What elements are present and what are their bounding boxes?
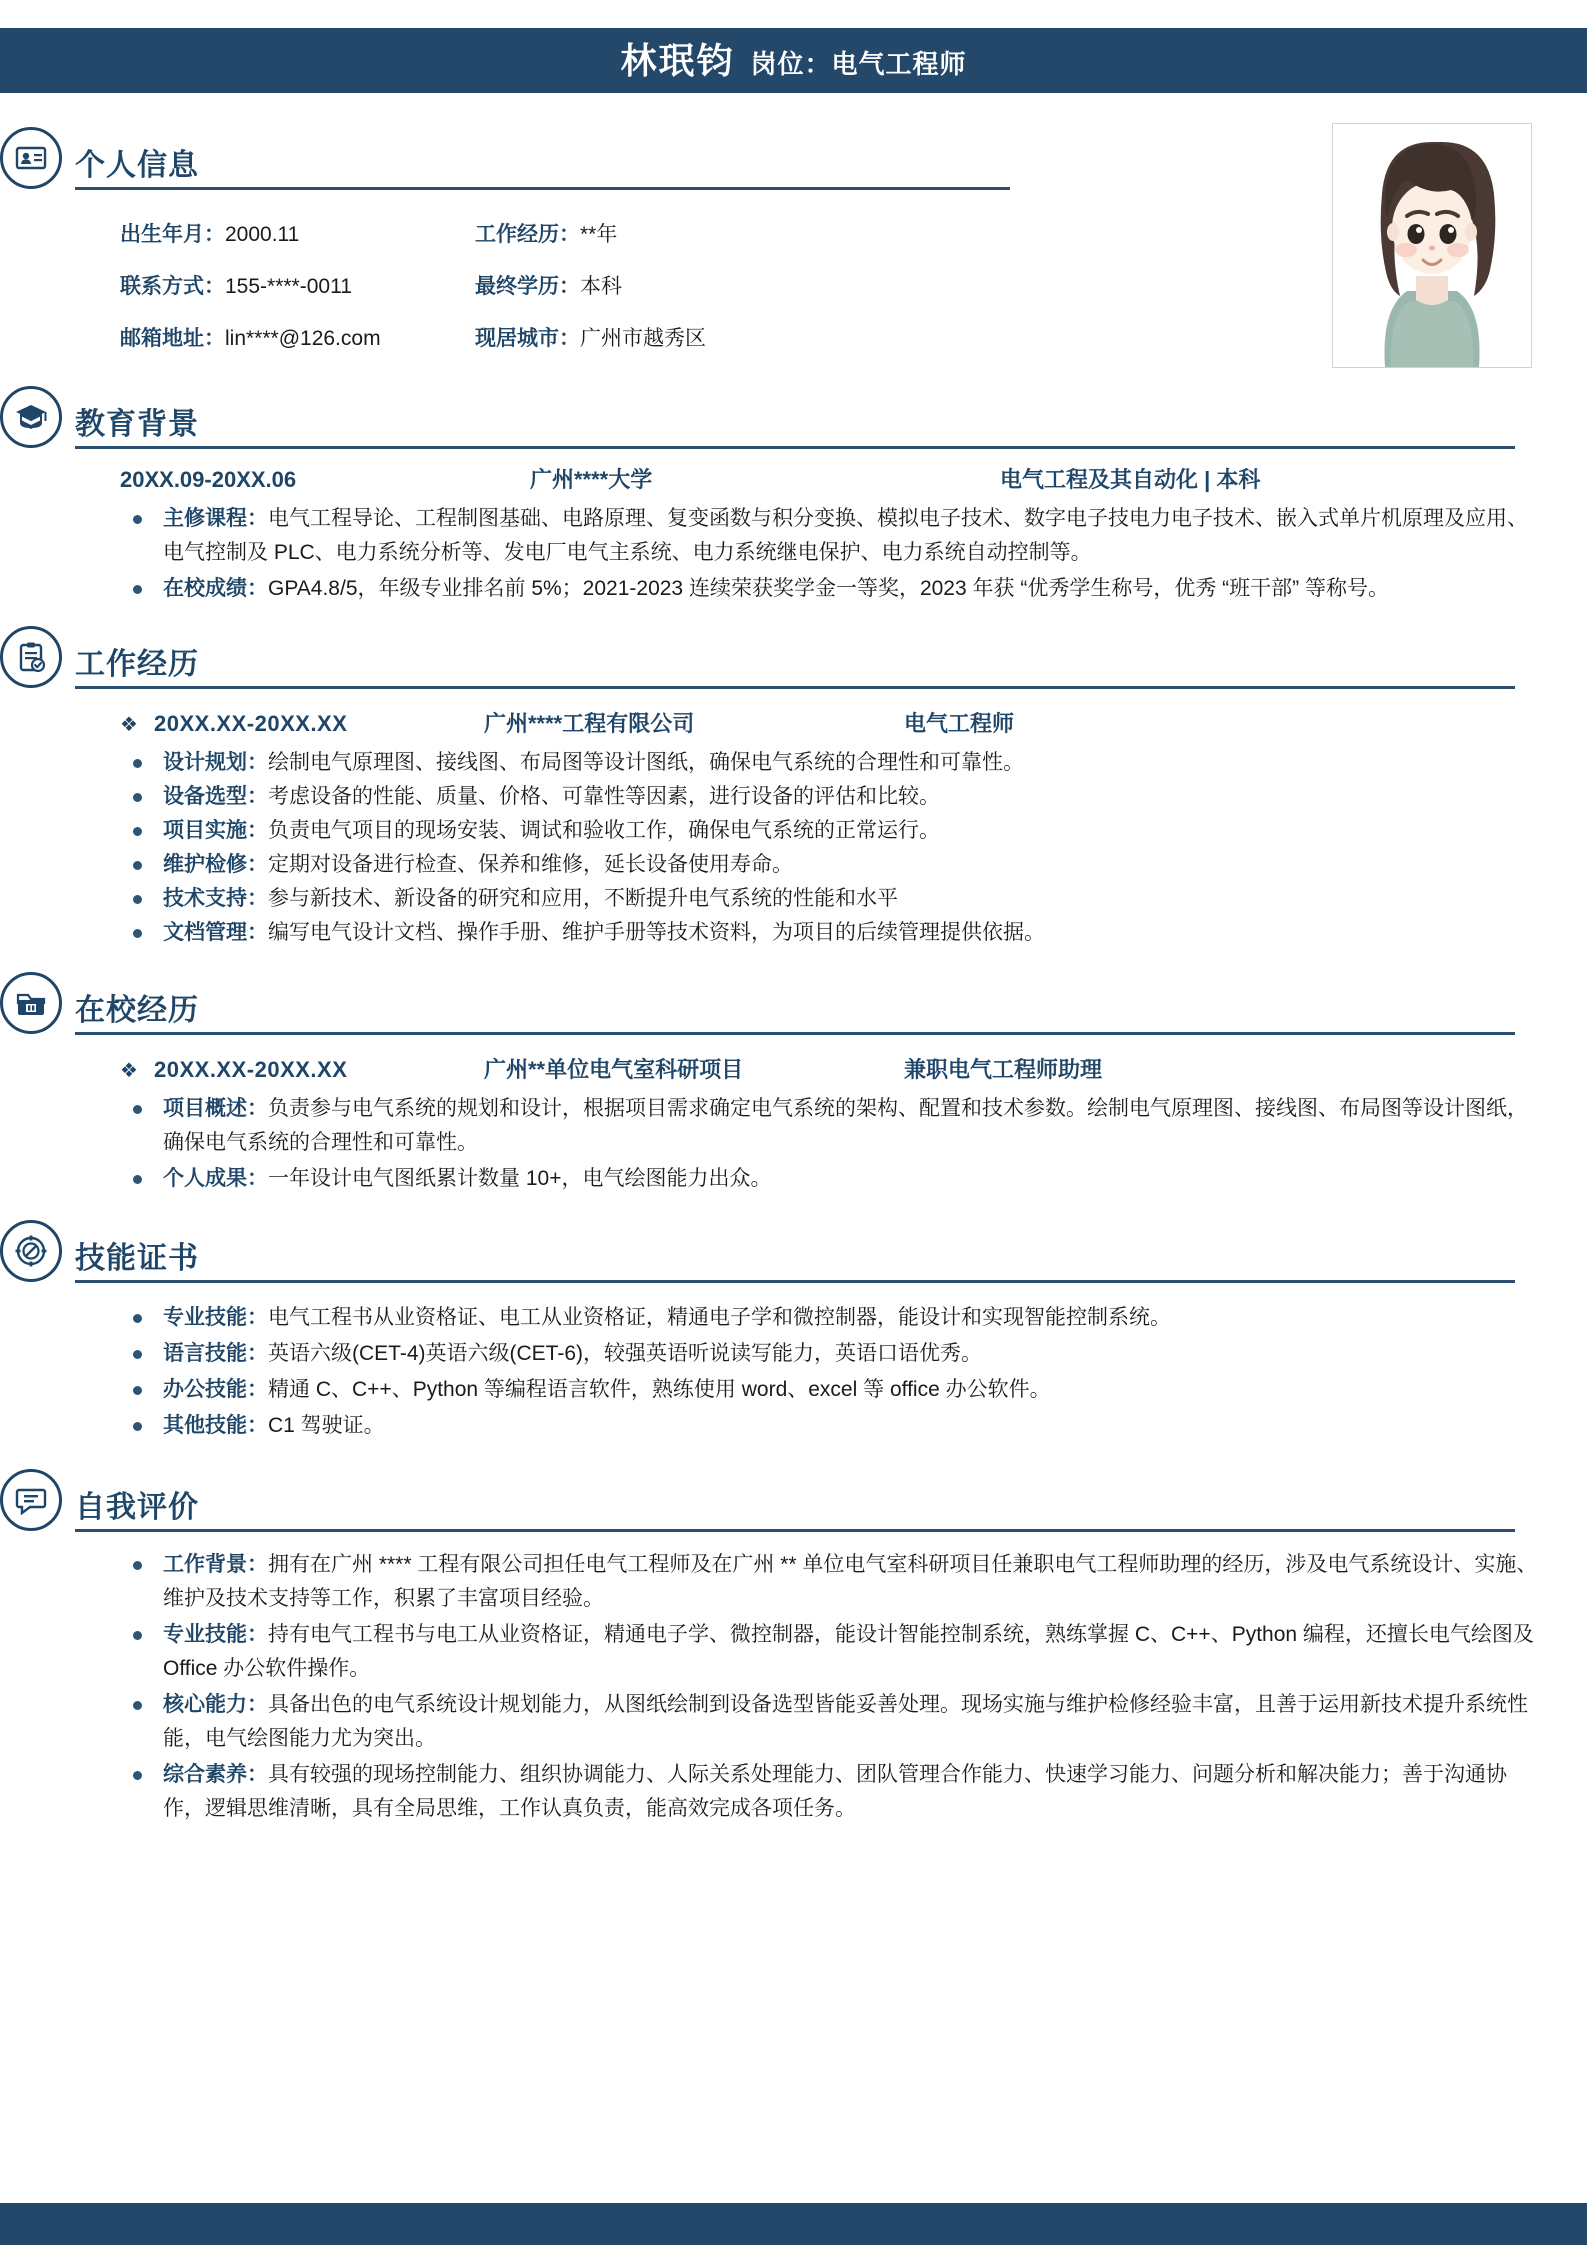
- bullet-key: 办公技能：: [163, 1378, 268, 1402]
- list-item: [75, 1301, 1545, 1335]
- bullet-key: 个人成果：: [163, 1167, 268, 1191]
- bullet-text: 负责参与电气系统的规划和设计，根据项目需求确定电气系统的架构、配置和技术参数。绘制电气原理图、接线图、布局图等设计图纸，确保电气系统的合理性和可靠性。: [163, 1097, 1528, 1155]
- bullet-text: 英语六级(CET-4)英语六级(CET-6)，较强英语听说读写能力，英语口语优秀。: [268, 1342, 982, 1366]
- bullet-text: 考虑设备的性能、质量、价格、可靠性等因素，进行设备的评估和比较。: [268, 785, 940, 809]
- bullet-key: 项目实施：: [163, 819, 268, 843]
- bullet-text: 负责电气项目的现场安装、调试和验收工作，确保电气系统的正常运行。: [268, 819, 940, 843]
- folder-icon: [0, 972, 62, 1034]
- info-value: 广州市越秀区: [580, 327, 706, 350]
- selfeval-bullet-list: [75, 1548, 1545, 1826]
- section-title-campus: 在校经历: [75, 993, 199, 1027]
- resume-body: [0, 93, 1587, 1828]
- list-item: [75, 780, 1545, 814]
- section-header-work: [75, 626, 1587, 682]
- clipboard-check-icon: [0, 626, 62, 688]
- bullet-text: GPA4.8/5，年级专业排名前 5%；2021-2023 连续荣获奖学金一等奖，2023 年获 “优秀学生称号，优秀 “班干部” 等称号。: [268, 577, 1389, 601]
- bullet-text: 绘制电气原理图、接线图、布局图等设计图纸，确保电气系统的合理性和可靠性。: [268, 751, 1024, 775]
- info-field-degree: [475, 270, 1332, 300]
- info-field-phone: [120, 270, 475, 300]
- bullet-key: 其他技能：: [163, 1414, 268, 1438]
- info-field-experience: [475, 218, 1332, 248]
- work-date: 20XX.XX-20XX.XX: [154, 711, 348, 737]
- info-label: 最终学历：: [475, 275, 580, 298]
- list-item: [75, 1337, 1545, 1371]
- bullet-key: 设计规划：: [163, 751, 268, 775]
- campus-role: 兼职电气工程师助理: [904, 1057, 1103, 1083]
- work-entry-header: [75, 707, 1587, 738]
- bullet-key: 技术支持：: [163, 887, 268, 911]
- education-entry-header: [75, 463, 1587, 494]
- education-major: 电气工程及其自动化 | 本科: [1000, 467, 1261, 492]
- bullet-key: 语言技能：: [163, 1342, 268, 1366]
- bullet-text: 一年设计电气图纸累计数量 10+，电气绘图能力出众。: [268, 1167, 772, 1191]
- info-field-birth: [120, 218, 475, 248]
- speech-bubble-icon: [0, 1469, 62, 1531]
- list-item: [75, 1373, 1545, 1407]
- section-rule-education: [75, 446, 1515, 449]
- section-title-education: 教育背景: [75, 407, 199, 441]
- bullet-text: 具有较强的现场控制能力、组织协调能力、人际关系处理能力、团队管理合作能力、快速学习能力、问题分析和解决能力；善于沟通协作，逻辑思维清晰，具有全局思维，工作认真负责，能高效完成各项任务。: [163, 1763, 1507, 1821]
- campus-bullet-list: [75, 1092, 1545, 1196]
- section-header-skills: [75, 1220, 1587, 1276]
- bullet-key: 在校成绩：: [163, 577, 268, 601]
- education-bullet-list: [75, 502, 1545, 606]
- skills-bullet-list: [75, 1301, 1545, 1443]
- bullet-key: 主修课程：: [163, 507, 268, 530]
- info-value: **年: [580, 223, 618, 246]
- campus-date: 20XX.XX-20XX.XX: [154, 1057, 348, 1083]
- list-item: [75, 1409, 1545, 1443]
- section-title-work: 工作经历: [75, 647, 199, 681]
- list-item: [75, 746, 1545, 780]
- bullet-key: 维护检修：: [163, 853, 268, 877]
- section-title-personal: 个人信息: [75, 148, 199, 182]
- info-label: 联系方式：: [120, 275, 225, 298]
- personal-info-grid: [75, 190, 1332, 352]
- list-item: [75, 502, 1545, 570]
- bullet-text: 持有电气工程书与电工从业资格证，精通电子学、微控制器，能设计智能控制系统，熟练掌握 C、C++、Python 编程，还擅长电气绘图及 Office 办公软件操作。: [163, 1623, 1534, 1681]
- id-card-icon: [0, 127, 62, 189]
- work-organization: 广州****工程有限公司: [484, 711, 695, 737]
- section-rule-skills: [75, 1280, 1515, 1283]
- list-item: [75, 916, 1545, 950]
- list-item: [75, 814, 1545, 848]
- section-education: [0, 386, 1587, 606]
- info-field-city: [475, 322, 1332, 352]
- diamond-bullet-icon: ❖: [120, 1060, 138, 1083]
- bullet-text: C1 驾驶证。: [268, 1414, 385, 1438]
- campus-organization: 广州**单位电气室科研项目: [484, 1057, 744, 1083]
- bullet-text: 参与新技术、新设备的研究和应用，不断提升电气系统的性能和水平: [268, 887, 898, 911]
- list-item: [75, 1162, 1545, 1196]
- section-skills: [0, 1220, 1587, 1443]
- info-label: 出生年月：: [120, 223, 225, 246]
- section-header-selfeval: [75, 1469, 1587, 1525]
- bullet-text: 精通 C、C++、Python 等编程语言软件，熟练使用 word、excel 等 office 办公软件。: [268, 1378, 1051, 1402]
- bullet-key: 专业技能：: [163, 1623, 268, 1647]
- section-self-evaluation: [0, 1469, 1587, 1826]
- bullet-text: 编写电气设计文档、操作手册、维护手册等技术资料，为项目的后续管理提供依据。: [268, 921, 1045, 945]
- section-campus-experience: [0, 972, 1587, 1196]
- bullet-text: 定期对设备进行检查、保养和维修，延长设备使用寿命。: [268, 853, 793, 877]
- list-item: [75, 848, 1545, 882]
- list-item: [75, 1548, 1545, 1616]
- info-label: 现居城市：: [475, 327, 580, 350]
- list-item: [75, 882, 1545, 916]
- header-inner: [620, 39, 967, 81]
- list-item: [75, 1688, 1545, 1756]
- campus-entry-header: [75, 1053, 1587, 1084]
- bullet-key: 核心能力：: [163, 1693, 268, 1717]
- section-header-personal: [75, 127, 1332, 183]
- list-item: [75, 1618, 1545, 1686]
- bullet-key: 专业技能：: [163, 1306, 268, 1330]
- section-rule-work: [75, 686, 1515, 689]
- list-item: [75, 1092, 1545, 1160]
- bullet-key: 工作背景：: [163, 1553, 268, 1577]
- work-bullet-list: [75, 746, 1545, 950]
- avatar: [1332, 123, 1532, 368]
- section-header-campus: [75, 972, 1587, 1028]
- candidate-position: 岗位：电气工程师: [750, 48, 967, 79]
- info-value: 2000.11: [225, 223, 300, 246]
- info-label: 邮箱地址：: [120, 327, 225, 350]
- info-value: 本科: [580, 275, 622, 298]
- education-school: 广州****大学: [530, 467, 653, 492]
- section-personal-info: [0, 127, 1587, 368]
- section-work-experience: [0, 626, 1587, 950]
- info-label: 工作经历：: [475, 223, 580, 246]
- section-header-education: [75, 386, 1587, 442]
- work-role: 电气工程师: [904, 711, 1015, 737]
- info-field-email: [120, 322, 475, 352]
- bullet-text: 电气工程书从业资格证、电工从业资格证，精通电子学和微控制器，能设计和实现智能控制系统。: [268, 1306, 1171, 1330]
- gear-target-icon: [0, 1220, 62, 1282]
- bullet-text: 具备出色的电气系统设计规划能力，从图纸绘制到设备选型皆能妥善处理。现场实施与维护检修经验丰富，且善于运用新技术提升系统性能，电气绘图能力尤为突出。: [163, 1693, 1528, 1751]
- section-rule-selfeval: [75, 1529, 1515, 1532]
- bullet-text: 拥有在广州 **** 工程有限公司担任电气工程师及在广州 ** 单位电气室科研项目任兼职电气工程师助理的经历，涉及电气系统设计、实施、维护及技术支持等工作，积累了丰富项目经验。: [163, 1553, 1538, 1611]
- list-item: [75, 572, 1545, 606]
- bullet-text: 电气工程导论、工程制图基础、电路原理、复变函数与积分变换、模拟电子技术、数字电子技电力电子技术、嵌入式单片机原理及应用、电气控制及 PLC、电力系统分析等、发电厂电气主系统、电力系统继电保护、电力系统自动控制等。: [163, 507, 1528, 565]
- bullet-key: 设备选型：: [163, 785, 268, 809]
- header-band: [0, 28, 1587, 93]
- footer-band: [0, 2203, 1587, 2245]
- graduation-cap-icon: [0, 386, 62, 448]
- section-rule-campus: [75, 1032, 1515, 1035]
- section-title-selfeval: 自我评价: [75, 1490, 199, 1524]
- section-title-skills: 技能证书: [75, 1241, 199, 1275]
- list-item: [75, 1758, 1545, 1826]
- diamond-bullet-icon: ❖: [120, 714, 138, 737]
- bullet-key: 综合素养：: [163, 1763, 268, 1787]
- bullet-key: 项目概述：: [163, 1097, 268, 1121]
- info-value: lin****@126.com: [225, 327, 381, 350]
- education-date: 20XX.09-20XX.06: [120, 467, 297, 492]
- candidate-name: 林珉钧: [620, 39, 735, 81]
- bullet-key: 文档管理：: [163, 921, 268, 945]
- info-value: 155-****-0011: [225, 275, 352, 298]
